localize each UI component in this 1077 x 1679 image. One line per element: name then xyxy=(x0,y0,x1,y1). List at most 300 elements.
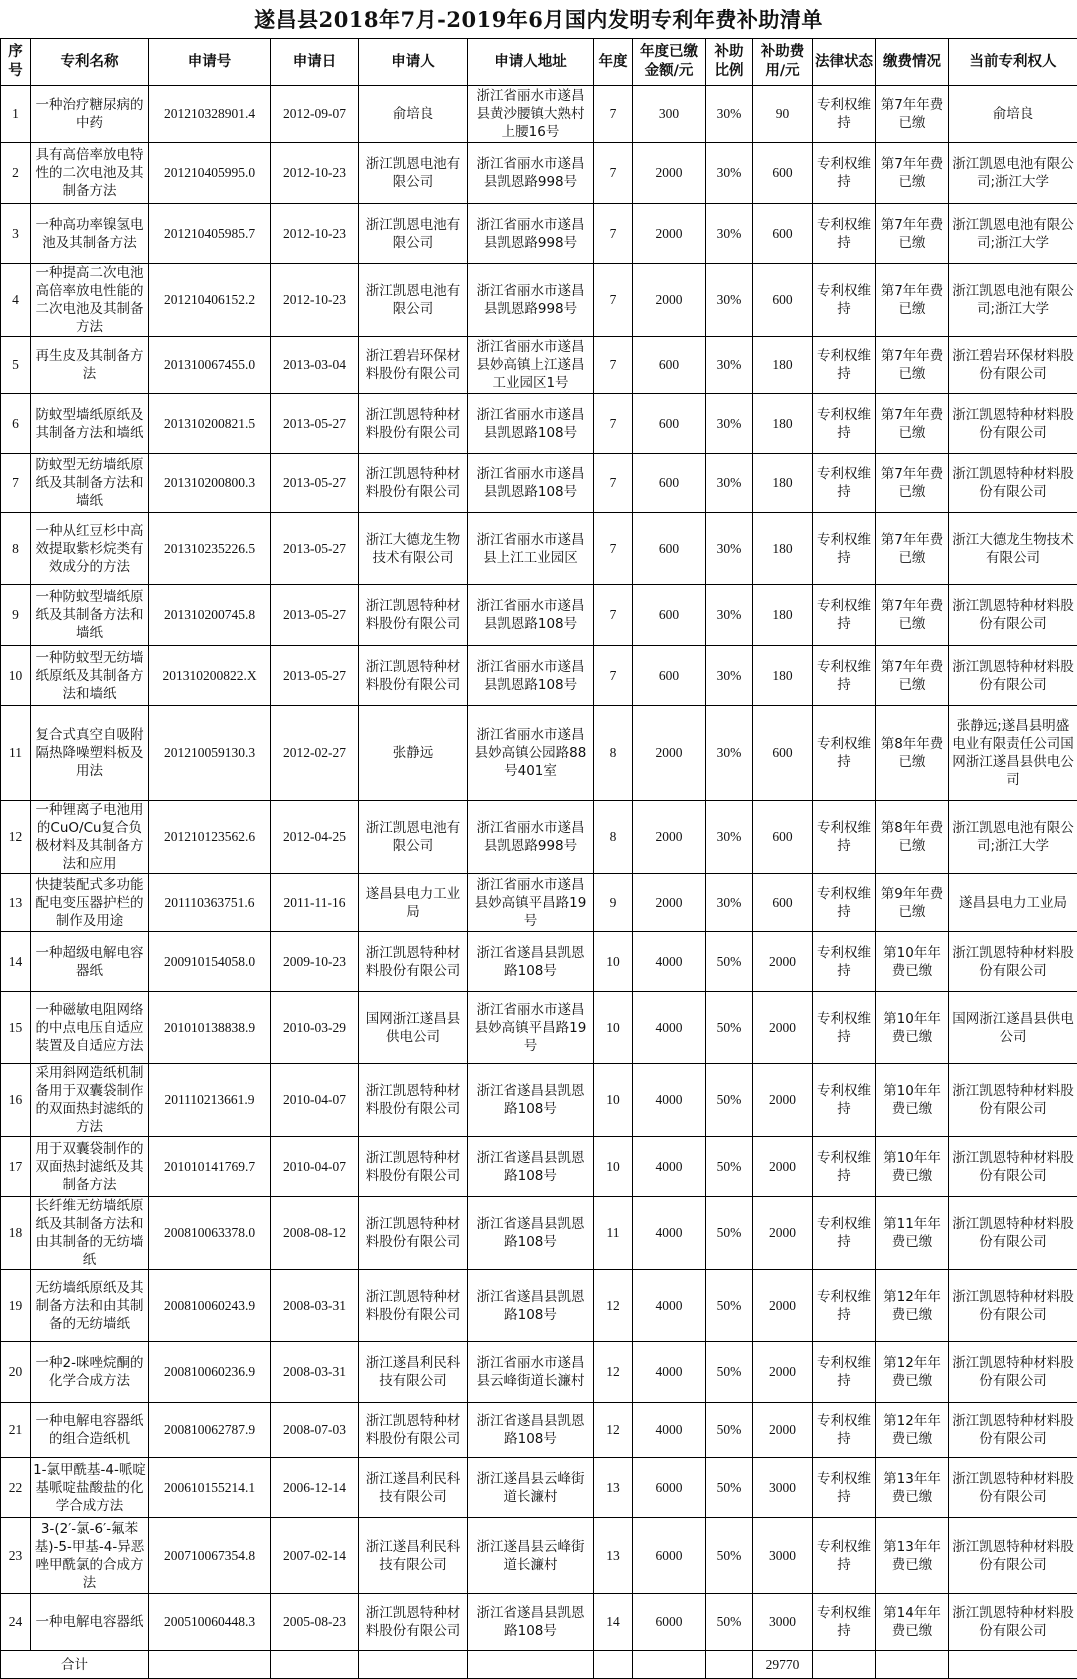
current-owner-cell: 张静远;遂昌县明盛电业有限责任公司国网浙江遂昌县供电公司 xyxy=(949,706,1077,801)
header-patent-name: 专利名称 xyxy=(31,39,149,86)
year-cell: 7 xyxy=(594,143,633,204)
applicant-cell: 浙江凯恩特种材料股份有限公司 xyxy=(359,1594,468,1651)
applicant-address-cell: 浙江遂昌县云峰街道长濂村 xyxy=(468,1458,594,1518)
payment-status-cell: 第7年年费已缴 xyxy=(876,585,949,646)
payment-status-cell: 第7年年费已缴 xyxy=(876,337,949,394)
applicant-address-cell: 浙江省遂昌县凯恩路108号 xyxy=(468,1594,594,1651)
table-row xyxy=(1,86,1077,143)
subsidy-ratio-cell: 30% xyxy=(706,706,753,801)
subsidy-ratio-cell: 50% xyxy=(706,932,753,992)
subsidy-amount-cell: 2000 xyxy=(753,992,813,1064)
legal-status-cell: 专利权维持 xyxy=(813,1594,876,1651)
table-row xyxy=(1,585,1077,646)
header-current-owner: 当前专利权人 xyxy=(949,39,1077,86)
paid-amount-cell: 4000 xyxy=(633,1137,706,1197)
application-date-cell: 2013-05-27 xyxy=(271,585,359,646)
current-owner-cell: 浙江凯恩特种材料股份有限公司 xyxy=(949,585,1077,646)
subsidy-ratio-cell: 50% xyxy=(706,1270,753,1342)
year-cell: 10 xyxy=(594,992,633,1064)
patent-name-cell: 具有高倍率放电特性的二次电池及其制备方法 xyxy=(31,143,149,204)
total-empty-cell xyxy=(813,1651,876,1679)
legal-status-cell: 专利权维持 xyxy=(813,1518,876,1594)
subsidy-amount-cell: 600 xyxy=(753,801,813,874)
seq-cell: 21 xyxy=(1,1403,31,1458)
application-date-cell: 2012-10-23 xyxy=(271,143,359,204)
paid-amount-cell: 4000 xyxy=(633,1342,706,1403)
legal-status-cell: 专利权维持 xyxy=(813,1403,876,1458)
patent-name-cell: 无纺墙纸原纸及其制备方法和由其制备的无纺墙纸 xyxy=(31,1270,149,1342)
application-date-cell: 2012-09-07 xyxy=(271,86,359,143)
payment-status-cell: 第8年年费已缴 xyxy=(876,801,949,874)
year-cell: 7 xyxy=(594,86,633,143)
patent-name-cell: 一种电解电容器纸 xyxy=(31,1594,149,1651)
patent-name-cell: 快捷装配式多功能配电变压器护栏的制作及用途 xyxy=(31,874,149,932)
paid-amount-cell: 600 xyxy=(633,454,706,513)
header-year: 年度 xyxy=(594,39,633,86)
current-owner-cell: 浙江凯恩特种材料股份有限公司 xyxy=(949,646,1077,706)
application-number-cell: 200910154058.0 xyxy=(149,932,271,992)
table-row xyxy=(1,204,1077,264)
table-row xyxy=(1,1403,1077,1458)
applicant-cell: 浙江凯恩电池有限公司 xyxy=(359,264,468,337)
subsidy-amount-cell: 180 xyxy=(753,337,813,394)
applicant-address-cell: 浙江省丽水市遂昌县妙高镇平昌路19号 xyxy=(468,874,594,932)
paid-amount-cell: 4000 xyxy=(633,1197,706,1270)
seq-cell: 20 xyxy=(1,1342,31,1403)
application-number-cell: 201310200822.X xyxy=(149,646,271,706)
applicant-cell: 浙江大德龙生物技术有限公司 xyxy=(359,513,468,585)
current-owner-cell: 浙江凯恩特种材料股份有限公司 xyxy=(949,932,1077,992)
application-date-cell: 2006-12-14 xyxy=(271,1458,359,1518)
subsidy-ratio-cell: 50% xyxy=(706,1137,753,1197)
application-number-cell: 200610155214.1 xyxy=(149,1458,271,1518)
subsidy-ratio-cell: 50% xyxy=(706,1197,753,1270)
application-number-cell: 201110213661.9 xyxy=(149,1064,271,1137)
subsidy-amount-cell: 600 xyxy=(753,264,813,337)
subsidy-amount-cell: 2000 xyxy=(753,1064,813,1137)
subsidy-amount-cell: 3000 xyxy=(753,1458,813,1518)
applicant-cell: 国网浙江遂昌县供电公司 xyxy=(359,992,468,1064)
table-row xyxy=(1,1594,1077,1651)
application-date-cell: 2013-05-27 xyxy=(271,454,359,513)
table-row xyxy=(1,932,1077,992)
subsidy-amount-cell: 2000 xyxy=(753,932,813,992)
application-date-cell: 2008-03-31 xyxy=(271,1342,359,1403)
application-date-cell: 2012-02-27 xyxy=(271,706,359,801)
seq-cell: 12 xyxy=(1,801,31,874)
application-number-cell: 201310200821.5 xyxy=(149,394,271,454)
paid-amount-cell: 2000 xyxy=(633,204,706,264)
applicant-cell: 浙江凯恩特种材料股份有限公司 xyxy=(359,1270,468,1342)
subsidy-ratio-cell: 50% xyxy=(706,1458,753,1518)
seq-cell: 8 xyxy=(1,513,31,585)
application-date-cell: 2010-04-07 xyxy=(271,1064,359,1137)
application-date-cell: 2009-10-23 xyxy=(271,932,359,992)
subsidy-amount-cell: 600 xyxy=(753,706,813,801)
current-owner-cell: 浙江凯恩电池有限公司;浙江大学 xyxy=(949,143,1077,204)
year-cell: 7 xyxy=(594,646,633,706)
payment-status-cell: 第12年年费已缴 xyxy=(876,1270,949,1342)
application-date-cell: 2005-08-23 xyxy=(271,1594,359,1651)
payment-status-cell: 第7年年费已缴 xyxy=(876,513,949,585)
application-number-cell: 200510060448.3 xyxy=(149,1594,271,1651)
subsidy-ratio-cell: 30% xyxy=(706,585,753,646)
year-cell: 14 xyxy=(594,1594,633,1651)
applicant-address-cell: 浙江省丽水市遂昌县凯恩路108号 xyxy=(468,394,594,454)
patent-name-cell: 防蚊型无纺墙纸原纸及其制备方法和墙纸 xyxy=(31,454,149,513)
legal-status-cell: 专利权维持 xyxy=(813,706,876,801)
seq-cell: 2 xyxy=(1,143,31,204)
subsidy-ratio-cell: 30% xyxy=(706,264,753,337)
applicant-address-cell: 浙江省丽水市遂昌县凯恩路998号 xyxy=(468,204,594,264)
application-number-cell: 201310200745.8 xyxy=(149,585,271,646)
subsidy-ratio-cell: 30% xyxy=(706,143,753,204)
subsidy-ratio-cell: 30% xyxy=(706,874,753,932)
paid-amount-cell: 4000 xyxy=(633,1270,706,1342)
table-row xyxy=(1,454,1077,513)
subsidy-ratio-cell: 50% xyxy=(706,1064,753,1137)
applicant-cell: 浙江凯恩特种材料股份有限公司 xyxy=(359,1064,468,1137)
paid-amount-cell: 6000 xyxy=(633,1594,706,1651)
subsidy-ratio-cell: 50% xyxy=(706,992,753,1064)
patent-name-cell: 用于双囊袋制作的双面热封滤纸及其制备方法 xyxy=(31,1137,149,1197)
seq-cell: 9 xyxy=(1,585,31,646)
applicant-cell: 浙江凯恩特种材料股份有限公司 xyxy=(359,394,468,454)
subsidy-ratio-cell: 50% xyxy=(706,1403,753,1458)
total-subsidy-value: 29770 xyxy=(753,1651,813,1679)
application-number-cell: 201210406152.2 xyxy=(149,264,271,337)
legal-status-cell: 专利权维持 xyxy=(813,204,876,264)
paid-amount-cell: 600 xyxy=(633,513,706,585)
current-owner-cell: 浙江凯恩特种材料股份有限公司 xyxy=(949,1594,1077,1651)
seq-cell: 10 xyxy=(1,646,31,706)
subsidy-ratio-cell: 50% xyxy=(706,1518,753,1594)
application-date-cell: 2007-02-14 xyxy=(271,1518,359,1594)
subsidy-ratio-cell: 30% xyxy=(706,646,753,706)
table-row xyxy=(1,801,1077,874)
current-owner-cell: 浙江凯恩特种材料股份有限公司 xyxy=(949,1458,1077,1518)
seq-cell: 16 xyxy=(1,1064,31,1137)
total-empty-cell xyxy=(876,1651,949,1679)
application-date-cell: 2012-10-23 xyxy=(271,204,359,264)
year-cell: 7 xyxy=(594,513,633,585)
legal-status-cell: 专利权维持 xyxy=(813,646,876,706)
subsidy-amount-cell: 3000 xyxy=(753,1594,813,1651)
header-subsidy-amount: 补助费用/元 xyxy=(753,39,813,86)
applicant-address-cell: 浙江省遂昌县凯恩路108号 xyxy=(468,1197,594,1270)
patent-name-cell: 一种治疗糖尿病的中药 xyxy=(31,86,149,143)
applicant-cell: 浙江凯恩特种材料股份有限公司 xyxy=(359,932,468,992)
application-date-cell: 2011-11-16 xyxy=(271,874,359,932)
subsidy-amount-cell: 600 xyxy=(753,143,813,204)
payment-status-cell: 第9年年费已缴 xyxy=(876,874,949,932)
legal-status-cell: 专利权维持 xyxy=(813,1064,876,1137)
total-empty-cell xyxy=(149,1651,271,1679)
application-number-cell: 201010141769.7 xyxy=(149,1137,271,1197)
paid-amount-cell: 2000 xyxy=(633,801,706,874)
year-cell: 10 xyxy=(594,932,633,992)
patent-name-cell: 一种锂离子电池用的CuO/Cu复合负极材料及其制备方法和应用 xyxy=(31,801,149,874)
legal-status-cell: 专利权维持 xyxy=(813,394,876,454)
seq-cell: 24 xyxy=(1,1594,31,1651)
header-legal-status: 法律状态 xyxy=(813,39,876,86)
header-applicant: 申请人 xyxy=(359,39,468,86)
application-date-cell: 2012-04-25 xyxy=(271,801,359,874)
table-row xyxy=(1,992,1077,1064)
paid-amount-cell: 2000 xyxy=(633,874,706,932)
legal-status-cell: 专利权维持 xyxy=(813,86,876,143)
application-number-cell: 201210405995.0 xyxy=(149,143,271,204)
current-owner-cell: 浙江凯恩电池有限公司;浙江大学 xyxy=(949,204,1077,264)
patent-subsidy-table xyxy=(0,38,1077,1679)
subsidy-ratio-cell: 30% xyxy=(706,454,753,513)
seq-cell: 23 xyxy=(1,1518,31,1594)
applicant-cell: 浙江凯恩特种材料股份有限公司 xyxy=(359,1137,468,1197)
paid-amount-cell: 4000 xyxy=(633,932,706,992)
application-date-cell: 2010-04-07 xyxy=(271,1137,359,1197)
year-cell: 10 xyxy=(594,1137,633,1197)
payment-status-cell: 第13年年费已缴 xyxy=(876,1518,949,1594)
subsidy-amount-cell: 2000 xyxy=(753,1403,813,1458)
application-number-cell: 201310200800.3 xyxy=(149,454,271,513)
patent-name-cell: 一种提高二次电池高倍率放电性能的二次电池及其制备方法 xyxy=(31,264,149,337)
table-row xyxy=(1,706,1077,801)
year-cell: 13 xyxy=(594,1458,633,1518)
application-number-cell: 201210059130.3 xyxy=(149,706,271,801)
application-date-cell: 2013-03-04 xyxy=(271,337,359,394)
current-owner-cell: 浙江大德龙生物技术有限公司 xyxy=(949,513,1077,585)
subsidy-ratio-cell: 30% xyxy=(706,86,753,143)
application-number-cell: 201210123562.6 xyxy=(149,801,271,874)
payment-status-cell: 第12年年费已缴 xyxy=(876,1403,949,1458)
patent-name-cell: 采用斜网造纸机制备用于双囊袋制作的双面热封滤纸的方法 xyxy=(31,1064,149,1137)
applicant-address-cell: 浙江省丽水市遂昌县上江工业园区 xyxy=(468,513,594,585)
year-cell: 7 xyxy=(594,264,633,337)
patent-name-cell: 长纤维无纺墙纸原纸及其制备方法和由其制备的无纺墙纸 xyxy=(31,1197,149,1270)
applicant-address-cell: 浙江省丽水市遂昌县凯恩路108号 xyxy=(468,454,594,513)
payment-status-cell: 第11年年费已缴 xyxy=(876,1197,949,1270)
subsidy-amount-cell: 180 xyxy=(753,646,813,706)
applicant-address-cell: 浙江省遂昌县凯恩路108号 xyxy=(468,1403,594,1458)
legal-status-cell: 专利权维持 xyxy=(813,1197,876,1270)
year-cell: 12 xyxy=(594,1342,633,1403)
total-empty-cell xyxy=(706,1651,753,1679)
table-row xyxy=(1,874,1077,932)
subsidy-amount-cell: 2000 xyxy=(753,1270,813,1342)
year-cell: 11 xyxy=(594,1197,633,1270)
applicant-cell: 遂昌县电力工业局 xyxy=(359,874,468,932)
application-number-cell: 200810060236.9 xyxy=(149,1342,271,1403)
applicant-address-cell: 浙江省丽水市遂昌县凯恩路998号 xyxy=(468,264,594,337)
patent-name-cell: 一种从红豆杉中高效提取紫杉烷类有效成分的方法 xyxy=(31,513,149,585)
year-cell: 7 xyxy=(594,337,633,394)
patent-name-cell: 一种高功率镍氢电池及其制备方法 xyxy=(31,204,149,264)
applicant-address-cell: 浙江省丽水市遂昌县凯恩路108号 xyxy=(468,585,594,646)
table-row xyxy=(1,513,1077,585)
application-date-cell: 2012-10-23 xyxy=(271,264,359,337)
seq-cell: 11 xyxy=(1,706,31,801)
legal-status-cell: 专利权维持 xyxy=(813,1137,876,1197)
table-row xyxy=(1,1197,1077,1270)
payment-status-cell: 第14年年费已缴 xyxy=(876,1594,949,1651)
patent-name-cell: 复合式真空自吸附隔热降噪塑料板及用法 xyxy=(31,706,149,801)
subsidy-ratio-cell: 30% xyxy=(706,801,753,874)
payment-status-cell: 第10年年费已缴 xyxy=(876,1064,949,1137)
payment-status-cell: 第10年年费已缴 xyxy=(876,932,949,992)
document-title: 遂昌县2018年7月-2019年6月国内发明专利年费补助清单 xyxy=(0,0,1077,38)
applicant-address-cell: 浙江省丽水市遂昌县妙高镇上江遂昌工业园区1号 xyxy=(468,337,594,394)
paid-amount-cell: 2000 xyxy=(633,143,706,204)
patent-name-cell: 一种2-咪唑烷酮的化学合成方法 xyxy=(31,1342,149,1403)
current-owner-cell: 浙江凯恩特种材料股份有限公司 xyxy=(949,1518,1077,1594)
applicant-cell: 浙江凯恩特种材料股份有限公司 xyxy=(359,585,468,646)
seq-cell: 7 xyxy=(1,454,31,513)
subsidy-ratio-cell: 30% xyxy=(706,337,753,394)
seq-cell: 13 xyxy=(1,874,31,932)
patent-name-cell: 再生皮及其制备方法 xyxy=(31,337,149,394)
seq-cell: 1 xyxy=(1,86,31,143)
application-number-cell: 201310067455.0 xyxy=(149,337,271,394)
subsidy-amount-cell: 600 xyxy=(753,874,813,932)
applicant-cell: 浙江遂昌利民科技有限公司 xyxy=(359,1342,468,1403)
application-date-cell: 2013-05-27 xyxy=(271,513,359,585)
year-cell: 7 xyxy=(594,394,633,454)
applicant-address-cell: 浙江省丽水市遂昌县凯恩路998号 xyxy=(468,801,594,874)
subsidy-amount-cell: 180 xyxy=(753,513,813,585)
current-owner-cell: 浙江凯恩特种材料股份有限公司 xyxy=(949,1197,1077,1270)
application-number-cell: 201210405985.7 xyxy=(149,204,271,264)
current-owner-cell: 浙江凯恩特种材料股份有限公司 xyxy=(949,1137,1077,1197)
application-date-cell: 2008-03-31 xyxy=(271,1270,359,1342)
payment-status-cell: 第7年年费已缴 xyxy=(876,394,949,454)
paid-amount-cell: 2000 xyxy=(633,706,706,801)
subsidy-ratio-cell: 30% xyxy=(706,394,753,454)
year-cell: 7 xyxy=(594,454,633,513)
applicant-cell: 张静远 xyxy=(359,706,468,801)
applicant-cell: 浙江碧岩环保材料股份有限公司 xyxy=(359,337,468,394)
application-number-cell: 201310235226.5 xyxy=(149,513,271,585)
header-subsidy-ratio: 补助比例 xyxy=(706,39,753,86)
paid-amount-cell: 600 xyxy=(633,337,706,394)
subsidy-amount-cell: 90 xyxy=(753,86,813,143)
header-seq: 序号 xyxy=(1,39,31,86)
year-cell: 12 xyxy=(594,1270,633,1342)
seq-cell: 19 xyxy=(1,1270,31,1342)
header-paid-amount: 年度已缴金额/元 xyxy=(633,39,706,86)
year-cell: 12 xyxy=(594,1403,633,1458)
applicant-address-cell: 浙江省丽水市遂昌县黄沙腰镇大熟村上腰16号 xyxy=(468,86,594,143)
paid-amount-cell: 4000 xyxy=(633,1403,706,1458)
applicant-cell: 浙江凯恩电池有限公司 xyxy=(359,143,468,204)
table-row xyxy=(1,1518,1077,1594)
year-cell: 9 xyxy=(594,874,633,932)
legal-status-cell: 专利权维持 xyxy=(813,264,876,337)
payment-status-cell: 第12年年费已缴 xyxy=(876,1342,949,1403)
patent-name-cell: 一种防蚊型无纺墙纸原纸及其制备方法和墙纸 xyxy=(31,646,149,706)
payment-status-cell: 第10年年费已缴 xyxy=(876,1137,949,1197)
seq-cell: 14 xyxy=(1,932,31,992)
subsidy-ratio-cell: 50% xyxy=(706,1594,753,1651)
patent-name-cell: 一种防蚊型墙纸原纸及其制备方法和墙纸 xyxy=(31,585,149,646)
applicant-cell: 浙江遂昌利民科技有限公司 xyxy=(359,1518,468,1594)
payment-status-cell: 第7年年费已缴 xyxy=(876,143,949,204)
header-application-date: 申请日 xyxy=(271,39,359,86)
year-cell: 7 xyxy=(594,585,633,646)
application-number-cell: 200710067354.8 xyxy=(149,1518,271,1594)
payment-status-cell: 第7年年费已缴 xyxy=(876,204,949,264)
table-row xyxy=(1,1137,1077,1197)
total-empty-cell xyxy=(359,1651,468,1679)
paid-amount-cell: 6000 xyxy=(633,1518,706,1594)
legal-status-cell: 专利权维持 xyxy=(813,1270,876,1342)
total-row xyxy=(1,1651,1077,1679)
legal-status-cell: 专利权维持 xyxy=(813,513,876,585)
patent-name-cell: 防蚊型墙纸原纸及其制备方法和墙纸 xyxy=(31,394,149,454)
current-owner-cell: 俞培良 xyxy=(949,86,1077,143)
subsidy-amount-cell: 600 xyxy=(753,204,813,264)
application-date-cell: 2013-05-27 xyxy=(271,394,359,454)
seq-cell: 5 xyxy=(1,337,31,394)
total-empty-cell xyxy=(633,1651,706,1679)
patent-name-cell: 3-(2′-氯-6′-氟苯基)-5-甲基-4-异恶唑甲酰氯的合成方法 xyxy=(31,1518,149,1594)
application-date-cell: 2010-03-29 xyxy=(271,992,359,1064)
application-number-cell: 200810063378.0 xyxy=(149,1197,271,1270)
current-owner-cell: 国网浙江遂昌县供电公司 xyxy=(949,992,1077,1064)
applicant-address-cell: 浙江遂昌县云峰街道长濂村 xyxy=(468,1518,594,1594)
total-empty-cell xyxy=(468,1651,594,1679)
applicant-cell: 浙江凯恩电池有限公司 xyxy=(359,204,468,264)
current-owner-cell: 浙江凯恩特种材料股份有限公司 xyxy=(949,394,1077,454)
applicant-address-cell: 浙江省丽水市遂昌县凯恩路108号 xyxy=(468,646,594,706)
subsidy-amount-cell: 180 xyxy=(753,394,813,454)
table-header-row xyxy=(1,39,1077,86)
table-row xyxy=(1,1342,1077,1403)
header-payment-status: 缴费情况 xyxy=(876,39,949,86)
year-cell: 8 xyxy=(594,706,633,801)
total-empty-cell xyxy=(594,1651,633,1679)
patent-name-cell: 1-氯甲酰基-4-哌啶基哌啶盐酸盐的化学合成方法 xyxy=(31,1458,149,1518)
seq-cell: 18 xyxy=(1,1197,31,1270)
payment-status-cell: 第10年年费已缴 xyxy=(876,992,949,1064)
payment-status-cell: 第13年年费已缴 xyxy=(876,1458,949,1518)
paid-amount-cell: 600 xyxy=(633,585,706,646)
application-date-cell: 2008-07-03 xyxy=(271,1403,359,1458)
legal-status-cell: 专利权维持 xyxy=(813,585,876,646)
patent-name-cell: 一种磁敏电阻网络的中点电压自适应装置及自适应方法 xyxy=(31,992,149,1064)
applicant-cell: 浙江凯恩特种材料股份有限公司 xyxy=(359,1197,468,1270)
table-row xyxy=(1,394,1077,454)
seq-cell: 22 xyxy=(1,1458,31,1518)
seq-cell: 4 xyxy=(1,264,31,337)
subsidy-ratio-cell: 50% xyxy=(706,1342,753,1403)
payment-status-cell: 第8年年费已缴 xyxy=(876,706,949,801)
application-number-cell: 201210328901.4 xyxy=(149,86,271,143)
applicant-cell: 浙江凯恩电池有限公司 xyxy=(359,801,468,874)
legal-status-cell: 专利权维持 xyxy=(813,1458,876,1518)
subsidy-amount-cell: 2000 xyxy=(753,1137,813,1197)
paid-amount-cell: 600 xyxy=(633,646,706,706)
seq-cell: 3 xyxy=(1,204,31,264)
application-number-cell: 200810060243.9 xyxy=(149,1270,271,1342)
legal-status-cell: 专利权维持 xyxy=(813,874,876,932)
paid-amount-cell: 2000 xyxy=(633,264,706,337)
legal-status-cell: 专利权维持 xyxy=(813,1342,876,1403)
year-cell: 13 xyxy=(594,1518,633,1594)
application-date-cell: 2008-08-12 xyxy=(271,1197,359,1270)
applicant-cell: 浙江凯恩特种材料股份有限公司 xyxy=(359,454,468,513)
legal-status-cell: 专利权维持 xyxy=(813,801,876,874)
current-owner-cell: 浙江凯恩特种材料股份有限公司 xyxy=(949,1064,1077,1137)
